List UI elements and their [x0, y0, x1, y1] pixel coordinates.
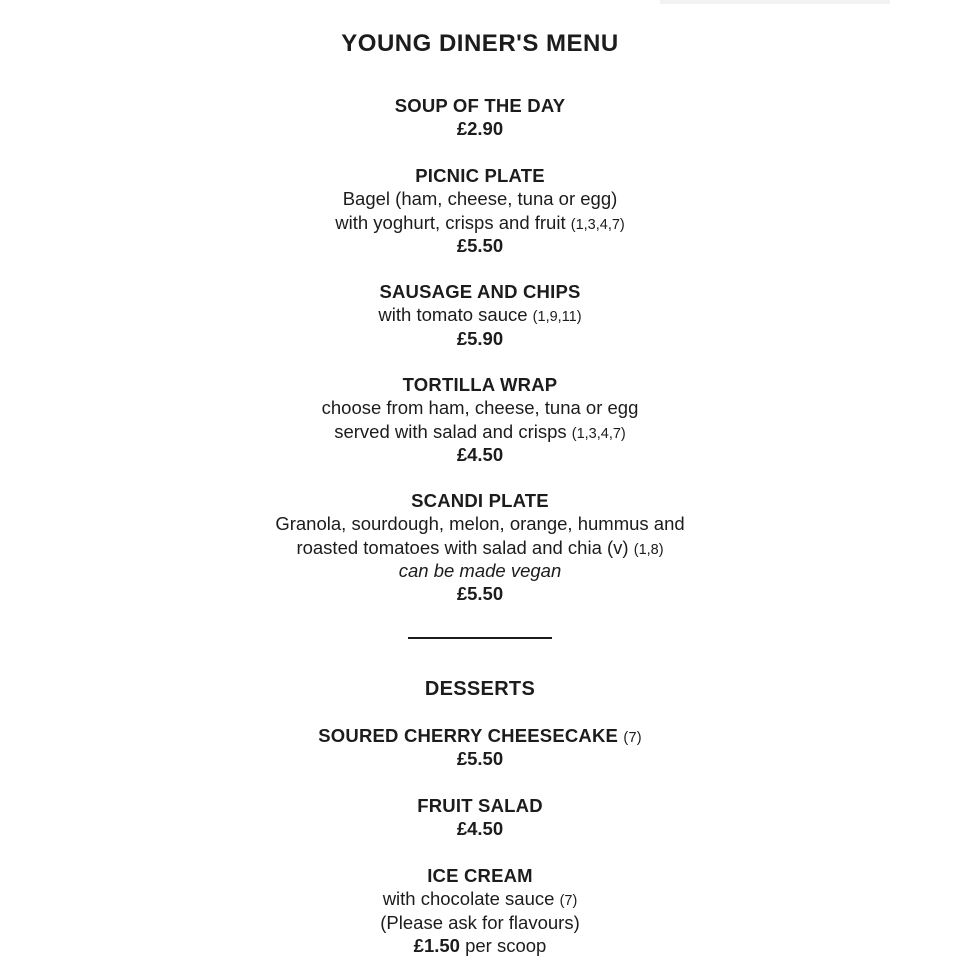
- top-edge-strip: [660, 0, 890, 4]
- item-name: ICE CREAM: [427, 865, 533, 886]
- item-price: £5.90: [456, 327, 504, 349]
- allergen-codes: (7): [559, 893, 578, 910]
- menu-item-soup: [0, 94, 960, 141]
- item-name: PICNIC PLATE: [415, 165, 545, 186]
- item-price: £5.50: [456, 583, 504, 605]
- item-description-line-2: [0, 420, 960, 443]
- allergen-codes: (1,8): [633, 541, 664, 558]
- item-description: Bagel (ham, cheese, tuna or egg): [342, 188, 618, 210]
- allergen-codes: (1,9,11): [532, 309, 582, 326]
- item-name: SAUSAGE AND CHIPS: [379, 281, 581, 302]
- item-price: £4.50: [456, 818, 504, 840]
- menu-title: YOUNG DINER'S MENU: [341, 30, 619, 57]
- item-price: £4.50: [456, 443, 504, 465]
- allergen-codes: (7): [623, 730, 642, 746]
- item-price: £5.50: [456, 234, 504, 256]
- menu-item-sausage-and-chips: [0, 280, 960, 350]
- item-description-text: with yoghurt, crisps and fruit: [335, 211, 566, 233]
- item-price: £1.50: [413, 934, 460, 956]
- menu-item-ice-cream: [0, 864, 960, 957]
- item-description: choose from ham, cheese, tuna or egg: [321, 397, 639, 419]
- item-name: FRUIT SALAD: [417, 795, 543, 816]
- item-name: SOUP OF THE DAY: [394, 95, 566, 116]
- item-description-text: served with salad and crisps: [334, 420, 567, 442]
- item-price-line: [0, 934, 960, 957]
- item-price: £5.50: [456, 748, 504, 770]
- item-name-line: [0, 724, 960, 747]
- item-description: [0, 303, 960, 326]
- item-description: [0, 887, 960, 910]
- item-name: SOURED CHERRY CHEESECAKE: [318, 725, 619, 746]
- item-description-line-2: (Please ask for flavours): [380, 911, 580, 933]
- price-suffix: per scoop: [465, 934, 547, 956]
- item-description: Granola, sourdough, melon, orange, hummus and: [275, 513, 685, 535]
- item-name: SCANDI PLATE: [411, 490, 549, 511]
- item-name: TORTILLA WRAP: [402, 374, 558, 395]
- menu-item-tortilla-wrap: [0, 373, 960, 466]
- allergen-codes: (1,3,4,7): [570, 216, 625, 233]
- item-description-line-2: [0, 211, 960, 234]
- item-description-text: roasted tomatoes with salad and chia (v): [296, 536, 629, 558]
- menu-item-scandi-plate: [0, 489, 960, 605]
- menu-item-picnic-plate: [0, 164, 960, 257]
- item-price: £2.90: [456, 118, 504, 140]
- item-description-text: with chocolate sauce: [382, 888, 555, 910]
- desserts-title: DESSERTS: [424, 678, 536, 700]
- allergen-codes: (1,3,4,7): [571, 425, 626, 442]
- section-divider: [408, 637, 552, 639]
- menu-item-cheesecake: [0, 724, 960, 771]
- item-note: can be made vegan: [398, 559, 562, 581]
- item-description-text: with tomato sauce: [378, 304, 528, 326]
- item-description-line-2: [0, 536, 960, 559]
- menu-item-fruit-salad: [0, 794, 960, 841]
